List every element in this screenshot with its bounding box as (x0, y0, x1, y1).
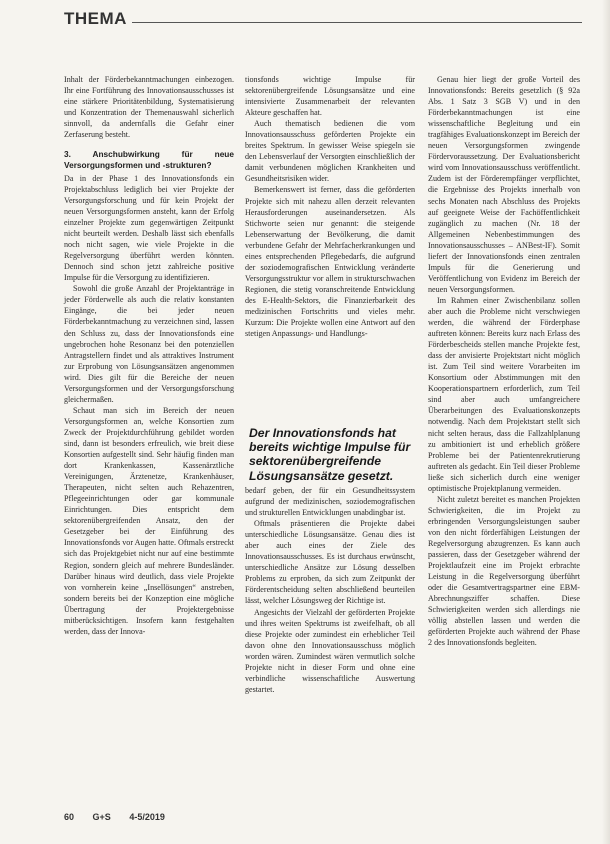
col2-paragraph: Auch thematisch bedienen die vom Innovationsausschuss geförderten Projekte ein breites Spektrum. In gewisser Weise spiegeln sie den Lebensverlauf der Versorgten einschließlich der damit verbundenen möglichen Krankheiten und Gesundheitsrisiken wider. (245, 119, 415, 184)
column-1 (64, 74, 234, 637)
column-2-top (245, 74, 415, 339)
col1-paragraph: Da in der Phase 1 des Innovationsfonds ein Projektabschluss lediglich bei vier Projekte der Versorgungsforschung und für kein Projekt der neuen Versorgungsformen ansteht, kann der Erfolg einzelner Projekte zum gegenwärtigen Zeitpunkt nicht beurteilt werden. Deshalb lässt sich ebenfalls noch nicht sagen, wie viele Projekte in die Regelversorgung überführt werden könnten. Dennoch sind schon jetzt zahlreiche positive Impulse für die Versorgung zu identifizieren. (64, 173, 234, 283)
column-3 (428, 74, 580, 648)
col2-paragraph: Bemerkenswert ist ferner, dass die geförderten Projekte sich mit nahezu allen derzeit relevanten Herausforderungen auseinandersetzen. Als Stichworte seien nur genannt: die steigende Lebenserwartung der Bevölkerung, die damit verbundene Gefahr der Mehrfacherkrankungen und eines entsprechenden Pflegebedarfs, die aufgrund der soziodemografischen Entwicklung veränderte Versorgungsstruktur vor allem in strukturschwachen Regionen, die stetig voranschreitende Entwicklung des E-Health-Sektors, die Finanzierbarkeit des medizinischen Fortschritts und vieles mehr. Kurzum: Die Projekte wollen eine Antwort auf den stetigen Anpassungs- und Handlungs- (245, 185, 415, 339)
section-title: THEMA (64, 9, 127, 28)
col2-paragraph: tionsfonds wichtige Impulse für sektorenübergreifende Lösungsansätze und eine intensivierte Zusammenarbeit der relevanten Akteure geschaffen hat. (245, 75, 415, 118)
col2-paragraph: Oftmals präsentieren die Projekte dabei unterschiedliche Lösungsansätze. Genau dies ist aber auch eines der Ziele des Innovationsausschusses. Es ist durchaus erwünscht, unterschiedliche Ansätze zur Lösung desselben Problems zu erproben, da sich zum Zeitpunkt der Förderentscheidung selten abschließend beurteilen lässt, welcher Lösungsweg der Richtige ist. (245, 519, 415, 606)
col2-paragraph: bedarf geben, der für ein Gesundheitssystem aufgrund der medizinischen, soziodemografischen und strukturellen Entwicklungen unabdingbar ist. (245, 486, 415, 518)
issue-number: 4-5/2019 (129, 812, 165, 822)
pull-quote: Der Innovationsfonds hat bereits wichtige Impulse für sektorenübergreifende Lösungsansätze gesetzt. (249, 426, 411, 483)
scan-edge (602, 0, 610, 844)
journal-name: G+S (92, 812, 111, 822)
section-heading: 3. Anschubwirkung für neue Versorgungsformen und -strukturen? (64, 149, 234, 171)
col3-paragraph: Nicht zuletzt bereitet es manchen Projekten Schwierigkeiten, die im Projekt zu erbringenden Versorgungsleistungen sauber von den nicht förderfähigen Leistungen der Regelversorgung abzugrenzen. Es kann auch passieren, dass der Gesetzgeber während der Projektlaufzeit eine im Projekt erbrachte Leistung in die Regelversorgung überführt oder die Gesamtvertragspartner eine EBM-Abrechnungsziffer schaffen. Diese Schwierigkeiten werden sich allerdings nie völlig abstellen lassen und werden die geförderten Projekte auch während der Phase 2 des Innovationsfonds begleiten. (428, 494, 580, 648)
col3-paragraph: Genau hier liegt der große Vorteil des Innovationsfonds: Bereits gesetzlich (§ 92a Abs. 1 Satz 3 SGB V) und in den Förderbekanntmachungen ist eine wissenschaftliche Begleitung und ein tragfähiges Evaluationskonzept im Bereich der neuen Versorgungsformen zwingende Fördervoraussetzung. Der Evaluationsbericht wird vom Innovationsausschuss veröffentlicht. Zudem ist der Förderempfänger verpflichtet, die Ergebnisse des Projekts innerhalb von sechs Monaten nach Abschluss des Projekts auf geeignete Weise der Fachöffentlichkeit zugänglich zu machen (Nr. 18 der Allgemeinen Nebenbestimmungen des Innovationsausschusses – ANBest-IF). Somit liefert der Innovationsfonds einen zentralen Impuls für die Generierung und Veröffentlichung von Evidenz im Bereich der neuen Versorgungsformen. (428, 75, 580, 294)
page-number: 60 (64, 812, 75, 822)
col1-paragraph: Sowohl die große Anzahl der Projektanträge in jeder Förderwelle als auch die relativ konstanten Eingänge, die bei jeder neuen Förderbekanntmachung zu verzeichnen sind, lassen den Schluss zu, dass der Innovationsfonds eine ungebrochen hohe Resonanz bei den potenziellen Antragstellern findet und als attraktives Instrument zur Erprobung von Lösungsansätzen angenommen wird. Dies gilt für die Bereiche der neuen Versorgungsformen und der Versorgungsforschung gleichermaßen. (64, 284, 234, 404)
column-2-bottom (245, 485, 415, 695)
col1-paragraph: Schaut man sich im Bereich der neuen Versorgungsformen an, welche Konsortien zum Zweck der Projektdurchführung gebildet worden sind, dann ist besonders erfreulich, wie breit diese Konsortien aufgestellt sind. Sehr häufig finden man dort Krankenkassen, Kassenärztliche Vereinigungen, Ärztenetze, Krankenhäuser, Therapeuten, nicht selten auch Rehazentren, Pflegeeinrichtungen oder gar kommunale Einrichtungen. Dies entspricht dem sektorenübergreifenden Ansatz, den der Gesetzgeber bei der Einführung des Innovationsfonds vor Augen hatte. Oftmals erstreckt sich das Projektgebiet nicht nur auf eine bestimmte Region, sondern gleich auf mehrere Bundesländer. Darüber hinaus wird deutlich, dass viele Projekte von vornherein keine „Insellösungen“ anstreben, sondern bereits bei der Konzeption eine mögliche Übertragung der Projektergebnisse mitberücksichtigen. Insofern kann festgehalten werden, dass der Innova- (64, 405, 234, 636)
col2-paragraph: Angesichts der Vielzahl der geförderten Projekte und ihres weiten Spektrums ist zweifelhaft, ob all diese Projekte oder zumindest ein erheblicher Teil davon ohne den Innovationsausschuss möglich worden wären. Zumindest wären vermutlich solche Projekte nicht in dieser Form und ohne eine verbindliche wissenschaftliche Auswertung gestartet. (245, 607, 415, 694)
col3-paragraph: Im Rahmen einer Zwischenbilanz sollen aber auch die Probleme nicht verschwiegen werden, die während der Förderphase auftreten können: Bereits kurz nach Erlass des Förderbescheids stellen manche Projekte fest, dass der anvisierte Projektstart nicht möglich ist. Zum Teil sind weitere Vorarbeiten im Konsortium oder Abstimmungen mit den Kooperationspartnern erforderlich, zum Teil sind aber auch umfangreichere Überarbeitungen des Evaluationskonzepts notwendig. Nach dem Projektstart stellt sich nicht selten heraus, dass die Fallzahlplanung zu ambitioniert ist und erheblich größere Probleme bei der Patientenrekrutierung auftreten als gedacht. Ein Teil dieser Probleme ließe sich sicherlich durch eine weniger optimistische Projektplanung vermeiden. (428, 295, 580, 493)
header-rule (132, 22, 582, 23)
col1-paragraph: Inhalt der Förderbekanntmachungen einbezogen. Ihr eine Fortführung des Innovationsausschusses ist eine stärkere Prioritätenbildung, Systematisierung und Konzentration der Themenauswahl sicherlich sinnvoll, da andernfalls die Gefahr einer Zerfaserung besteht. (64, 75, 234, 140)
page-footer (64, 812, 181, 822)
